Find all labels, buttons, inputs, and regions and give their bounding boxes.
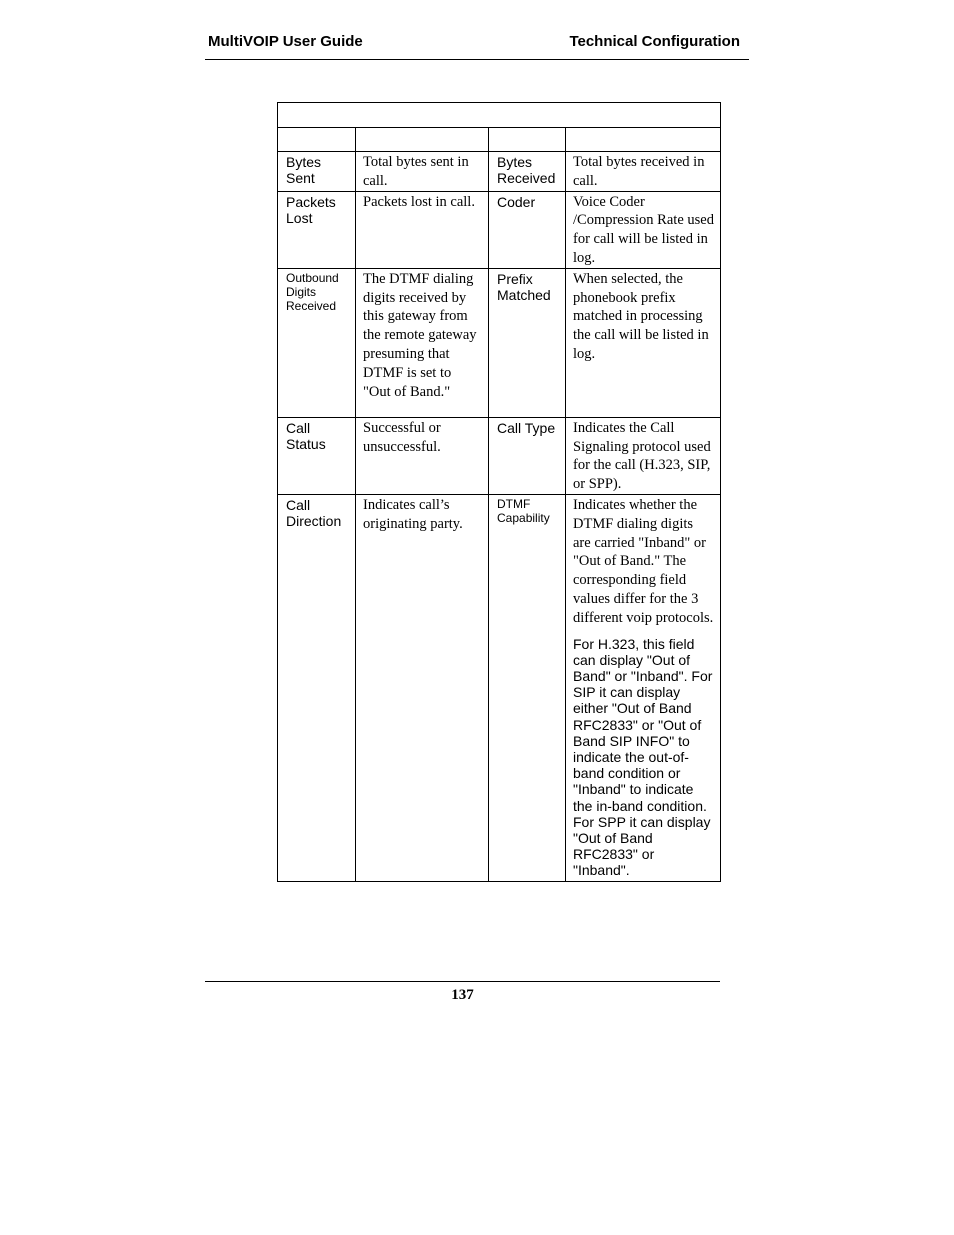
field-name: Bytes Sent xyxy=(286,154,322,186)
field-name: Call Status xyxy=(286,419,326,452)
field-description: Indicates the Call Signaling protocol used for the call (H.323, SIP, or SPP). xyxy=(573,419,711,493)
field-description: Successful or unsuccessful. xyxy=(363,419,441,455)
table-row xyxy=(278,191,721,268)
table-row xyxy=(278,268,721,417)
field-description: When selected, the phonebook prefix matched in processing the call will be listed in log. xyxy=(573,270,709,362)
table-row xyxy=(278,417,721,494)
field-description: Voice Coder /Compression Rate used for call will be listed in log. xyxy=(573,193,714,266)
field-name: Coder xyxy=(497,193,536,210)
field-name: DTMF Capability xyxy=(497,496,550,525)
table-title-row xyxy=(278,103,721,128)
column-header xyxy=(356,128,489,152)
field-description: Indicates call’s originating party. xyxy=(363,496,463,532)
field-description: Indicates whether the DTMF dialing digits are carried "Inband" or "Out of Band." The corresponding field values differ for the 3 different voip protocols. xyxy=(573,496,714,626)
field-name: Outbound Digits Received xyxy=(286,270,339,313)
field-name: Packets Lost xyxy=(286,193,336,226)
field-description: The DTMF dialing digits received by this gateway from the remote gateway presuming that DTMF is set to "Out of Band." xyxy=(363,270,477,400)
table-title xyxy=(278,103,721,128)
column-header xyxy=(566,128,721,152)
field-description-detail: For H.323, this field can display "Out of Band" or "Inband". For SIP it can display either "Out of Band RFC2833" or "Out of Band SIP INFO" to indicate the out-of-band condition or "Inband" to indicate the in-band condition. For SPP it can display "Out of Band RFC2833" or "Inband". xyxy=(573,635,713,879)
header-guide-title: MultiVOIP User Guide xyxy=(208,33,363,50)
footer-divider xyxy=(205,981,720,982)
log-fields-table xyxy=(277,102,721,882)
field-name: Call Direction xyxy=(286,496,342,529)
header-section-title: Technical Configuration xyxy=(569,33,740,50)
table-row xyxy=(278,152,721,192)
field-description: Total bytes received in call. xyxy=(573,154,705,189)
column-header xyxy=(489,128,566,152)
page-number: 137 xyxy=(451,987,474,1003)
field-name: Call Type xyxy=(497,419,556,436)
field-description: Packets lost in call. xyxy=(363,193,475,210)
table-row xyxy=(278,494,721,881)
table-header-row xyxy=(278,128,721,152)
field-name: Bytes Received xyxy=(497,154,556,186)
field-name: Prefix Matched xyxy=(497,270,551,303)
column-header xyxy=(278,128,356,152)
header-divider xyxy=(205,59,749,60)
field-description: Total bytes sent in call. xyxy=(363,154,469,189)
